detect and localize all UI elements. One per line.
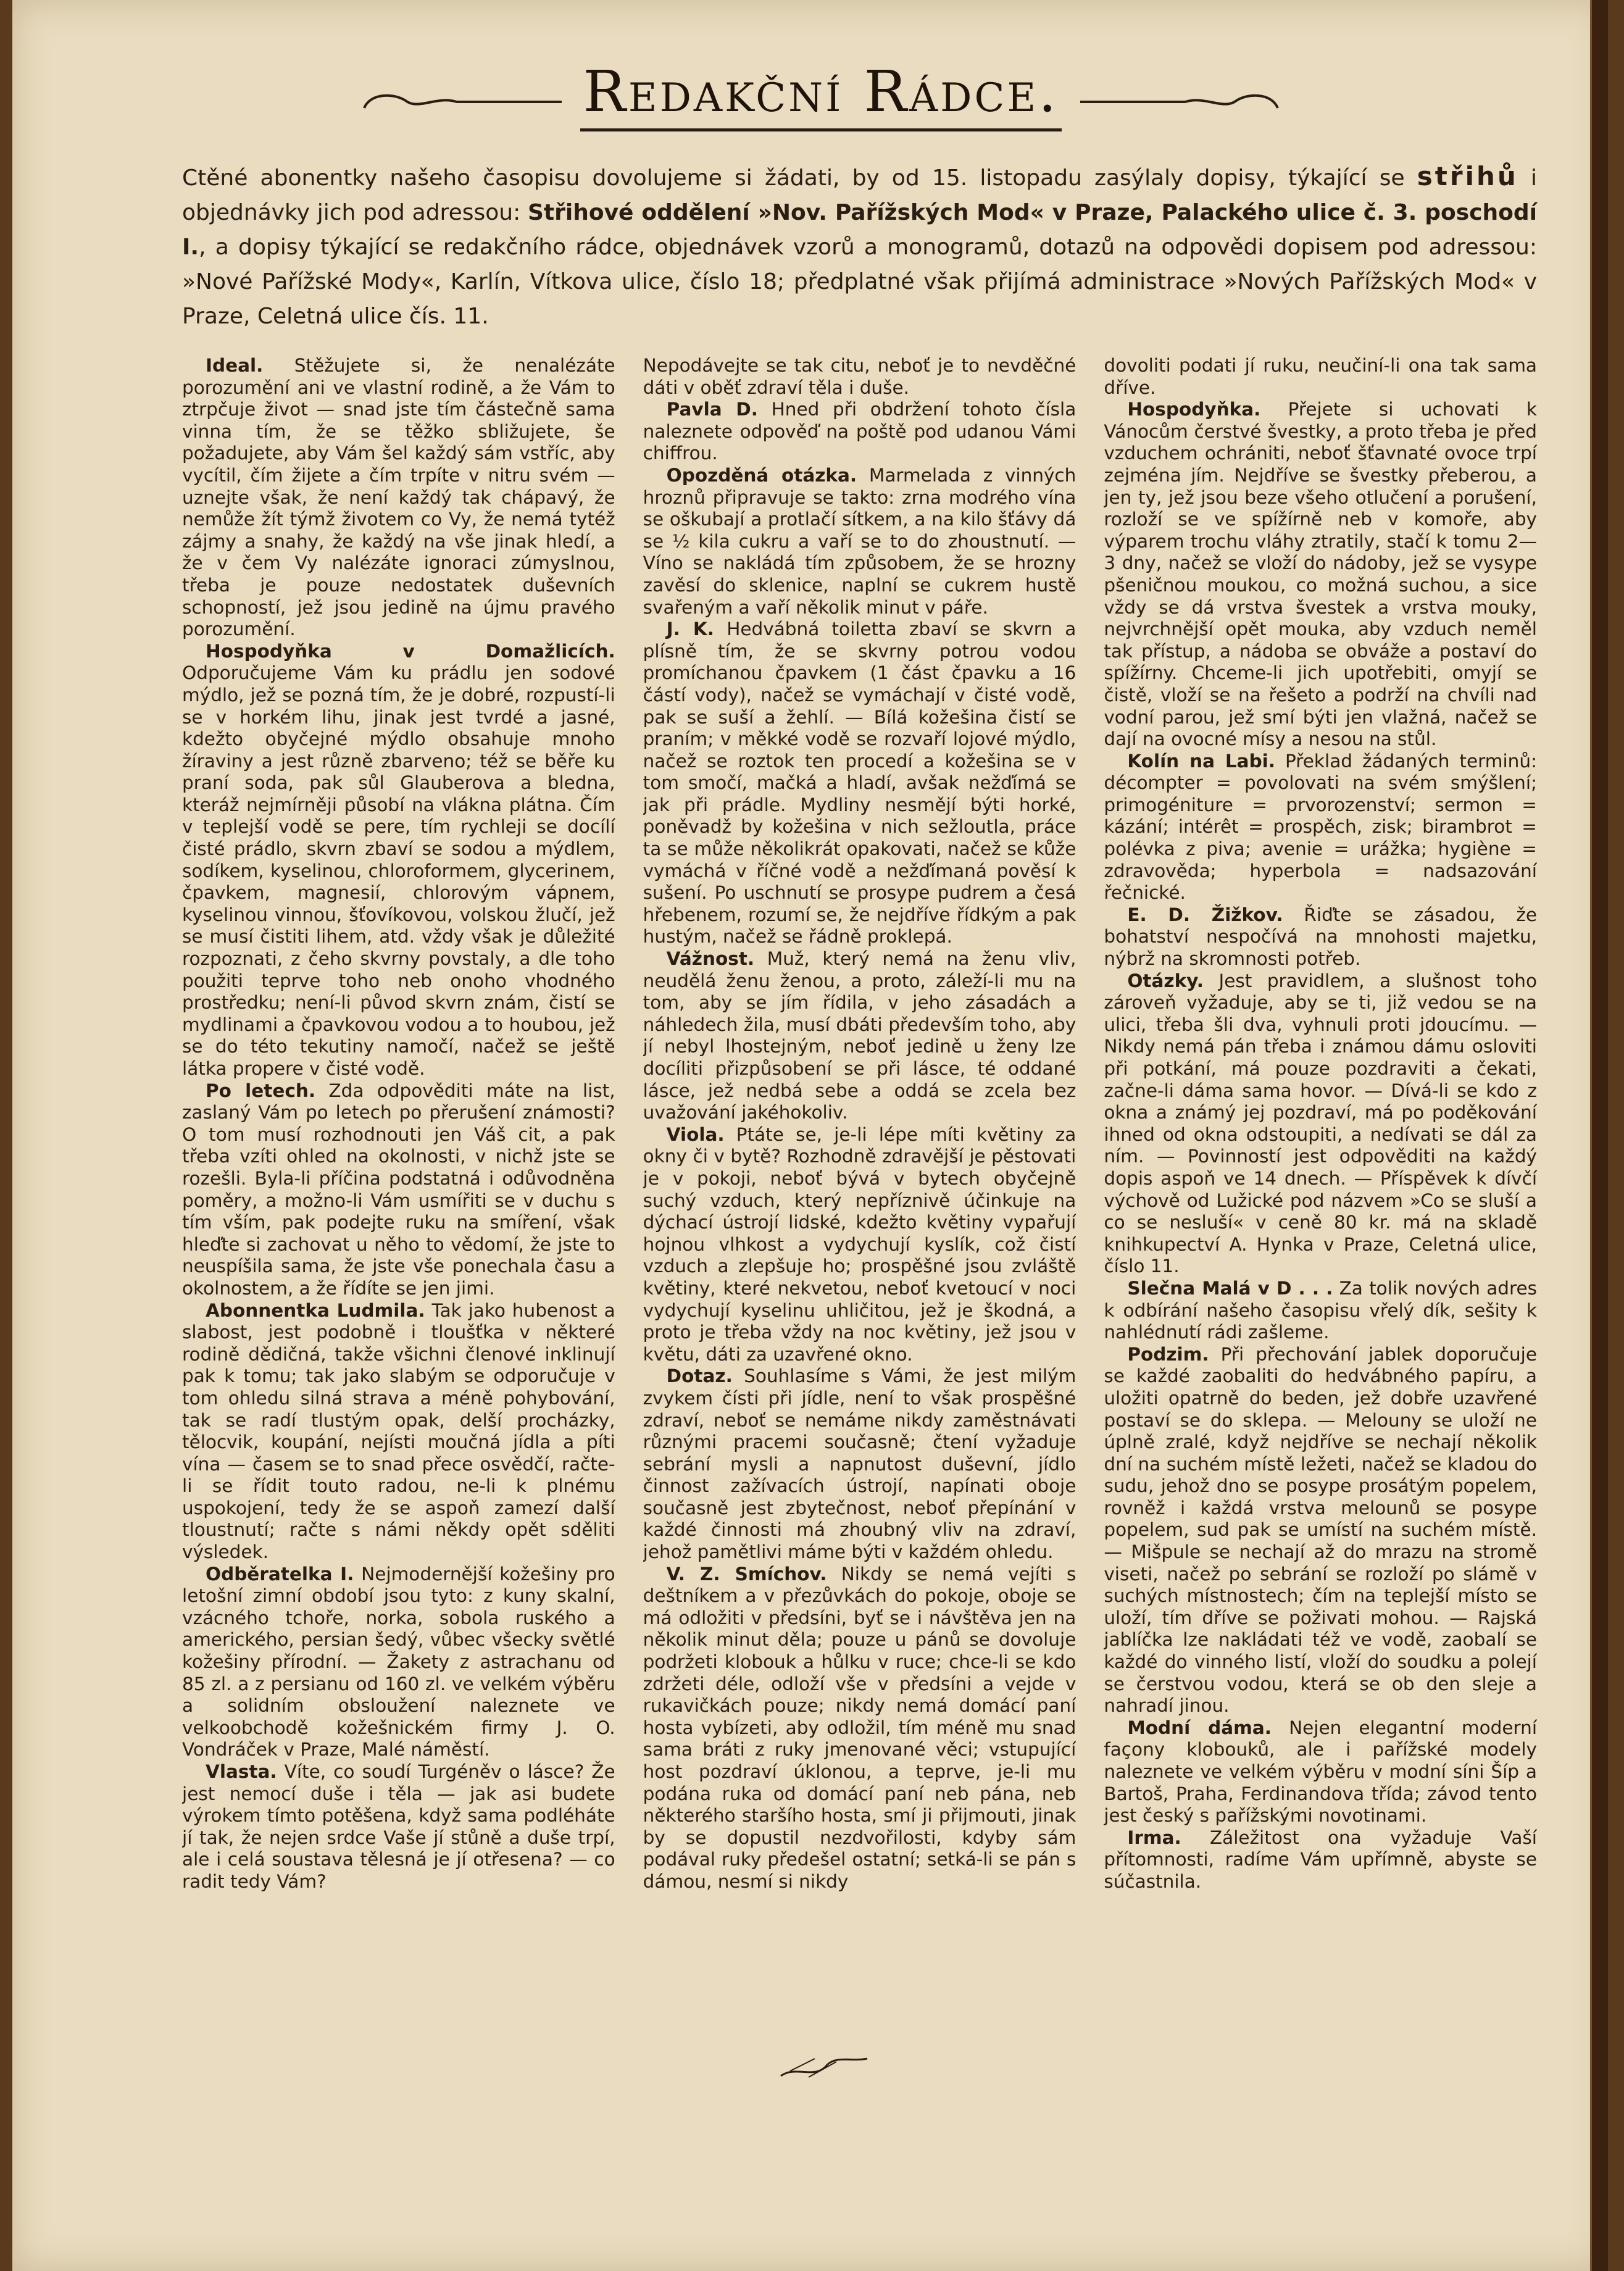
answer-heading: Slečna Malá v D . . . [1127,1277,1333,1299]
answer-text: Překlad žádaných terminů: décompter = povolovati na svém smýšlení; primogéniture = prvorozenství; sermon = kázání; intérêt = prospěch, zisk; birambrot = polévka z piva; avenie = urážka; hygiène = zdravověda; hyperbola = nadsazování řečnické. [1104,750,1538,904]
answer-heading: Vlasta. [206,1761,277,1782]
answer-entry [182,1564,615,1761]
answer-text: Odporučujeme Vám ku prádlu jen sodové mýdlo, jež se pozná tím, že je dobré, rozpustí-li se v horkém lihu, jinak jest tvrdé a jasné, kdežto obyčejné mýdlo obsahuje mnoho žíraviny a jest různě zbarveno; též se běře ku praní soda, pak sůl Glauberova a bledna, kteráž nejmírněji působí na vlákna plátna. Čím v teplejší vodě se pere, tím rychleji se docílí čisté prádlo, skvrn zbaví se sodou a mýdlem, sodíkem, kyselinou, chloroformem, glycerinem, čpavkem, magnesií, chlorovým vápnem, kyselinou vinnou, šťovíkovou, volskou žlučí, jež se musí čistiti lihem, atd. vždy však je důležité rozpoznati, z čeho skvrny povstaly, a dle toho použiti teprve toho neb onoho vhodného prostředku; není-li původ skvrn znám, čistí se mydlinami a čpavkovou vodou a to houbou, jež se do této tekutiny namočí, načež se ještě látka propere v čisté vodě. [182,662,615,1079]
answer-entry [182,355,615,641]
end-ornament-icon [778,2052,870,2083]
page [12,0,1608,2271]
answer-heading: Ideal. [206,355,264,376]
answer-heading: Irma. [1127,1827,1181,1848]
answer-entry [1104,355,1537,399]
page-title: Redakční Rádce. [580,59,1062,131]
answer-text: Nepodávejte se tak citu, neboť je to nevděčné dáti v oběť zdraví těla i duše. [643,355,1076,398]
answer-text: Marmelada z vinných hroznů připravuje se takto: zrna modrého vína se oškubají a protlačí sítkem, a na kilo šťávy dá se ½ kila cukru a vaří se to do zhoustnutí. — Víno se nakládá tím způsobem, že se hrozny zavěsí do sklenice, naplní se cukrem hustě svařeným a vaří několik minut v páře. [643,464,1076,618]
answer-text: Za tolik nových adres k odbírání našeho časopisu vřelý dík, sešity k nahlédnutí rádi zašleme. [1104,1277,1538,1343]
answer-heading: Opozděná otázka. [666,464,857,486]
answer-entry [643,1124,1076,1366]
answer-text: dovoliti podati jí ruku, neučiní-li ona tak sama dříve. [1104,355,1538,398]
answer-heading: V. Z. Smíchov. [666,1563,827,1585]
column-2 [643,355,1076,2040]
answer-heading: E. D. Žižkov. [1127,904,1283,925]
column-3 [1104,355,1537,2040]
answer-entry [643,619,1076,948]
answer-entry [182,1761,615,1893]
answer-entry [182,1300,615,1564]
answer-text: Tak jako hubenost a slabost, jest podobně i tloušťka v některé rodině dědičná, takže všichni členové inklinují pak k tomu; tak jako slabým se odporučuje v tom ohledu silná strava a méně pohybování, tak se radí tlustým opak, delší procházky, tělocvik, koupání, nejísti moučná jídla a píti vína — časem se to snad přece osvědčí, račte-li se řídit touto radou, ne-li k plnému uspokojení, tedy že se aspoň zamezí další tloustnutí; račte s námi někdy opět sděliti výsledek. [182,1299,615,1563]
intro-text-2: i objednávky jich pod adressou: [182,165,1537,225]
answer-text: Přejete si uchovati k Vánocům čerstvé švestky, a proto třeba je před vzduchem ochrániti, neboť šťavnaté ovoce trpí zejména jím. Nejdříve se švestky přeberou, a jen ty, jež jsou beze všeho otlučení a porušení, rozloží se ve spížírně neb v komoře, aby výparem trochu vláhy ztratily, stačí k tomu 2—3 dny, načež se vloží do nádoby, jež se vysype pšeničnou moukou, co možná suchou, a sice vždy se dá vrstva švestek a vrstva mouky, nejvrchnější opět mouka, aby vzduch neměl tak přístup, a nádoba se obváže a postaví do spížírny. Chceme-li jich upotřebiti, omyjí se čistě, vloží se na řešeto a podrží na chvíli nad vodní parou, jež smí býti jen vlažná, načež se dají na ovocné mísy a nesou na stůl. [1104,399,1538,750]
answer-entry [1104,1344,1537,1717]
answer-heading: Pavla D. [666,399,758,420]
answer-heading: Kolín na Labi. [1127,750,1276,772]
answer-heading: Modní dáma. [1127,1717,1272,1738]
intro-bold-address: Střihové oddělení »Nov. Pařížských Mod« v Praze, Palackého ulice č. 3. poschodí I. [182,200,1537,260]
answer-text: Zda odpověditi máte na list, zaslaný Vám po letech po přerušení známosti? O tom musí rozhodnouti jen Váš cit, a pak třeba vzíti ohled na okolnosti, v nichž jste se rozešli. Byla-li příčina podstatná i odůvodněna poměry, a možno-li Vám usmířiti se v duchu s tím vším, pak podejte ruku na smíření, však hleďte si zachovat u něho to vědomí, že jste to neuspíšila sama, že jste vše ponechala času a okolnostem, a že řídíte se jen jimi. [182,1080,615,1299]
answer-text: Souhlasíme s Vámi, že jest milým zvykem čísti při jídle, není to však prospěšné zdraví, neboť se nemáme nikdy zaměstnávati různými pracemi současně; čtení vyžaduje sebrání mysli a napnutost duševní, jídlo činnost zažívacích ústrojí, napínati oboje současně jest zbytečnost, neboť přepínání v každé činnosti má zhoubný vliv na zdraví, jehož pamětlivi máme býti v každém ohledu. [643,1365,1076,1563]
answer-entry [1104,1278,1537,1344]
answer-text: Nejmodernější kožešiny pro letošní zimní období jsou tyto: z kuny skalní, vzácného tchoře, norka, sobola ruského a amerického, persian šedý, vůbec všecky světlé kožešiny přírodní. — Žakety z astrachanu od 85 zl. a z persianu od 160 zl. ve velkém výběru a solidním obsloužení naleznete ve velkoobchodě kožešnickém firmy J. O. Vondráček v Praze, Malé náměstí. [182,1563,615,1761]
column-1 [182,355,615,2040]
right-flourish-icon [1074,90,1284,114]
answer-text: Hedvábná toiletta zbaví se skvrn a plísně tím, že se skvrny potrou vodou promíchanou čpavkem (1 část čpavku a 16 částí vody), načež se vymáchají v čisté vodě, pak se suší a žehlí. — Bílá kožešina čistí se praním; v měkké vodě se rozvaří lojové mýdlo, načež se roztok ten procedí a kožešina se v tom smočí, mačká a hladí, avšak nežďímá se jak při prádle. Mydliny nesmějí býti horké, poněvadž by kožešina v nich sežloutla, práce ta se může několikrát opakovati, načež se kůže vymáchá v říčné vodě a nežďímaná pověsí k sušení. Po uschnutí se prosype pudrem a česá hřebenem, rozumí se, že nejdříve řídkým a pak hustým, načež se řádně proklepá. [643,619,1076,948]
answer-text: Při přechování jablek doporučuje se každé zaobaliti do hedvábného papíru, a uložiti opatrně do beden, jež dobře uzavřené postaví se do sklepa. — Melouny se uloží ne úplně zralé, když nejdříve se nechají několik dní na suchém místě ležeti, načež se kladou do sudu, jehož dno se posype prosátým popelem, rovněž i každá vrstva melounů se posype popelem, sud pak se umístí na suchém místě. — Mišpule se nechají až do mrazu na stromě viseti, načež po sebrání se rozloží po slámě v suchých místnostech; čím na teplejší místo se uloží, tím dříve se poživati mohou. — Rajská jablíčka lze nakládati též ve vodě, zaobalí se každé do vinného listí, vloží do soudku a polejí se čerstvou vodou, která se ob den sleje a nahradí jinou. [1104,1343,1538,1717]
answer-columns [182,355,1537,2040]
answer-heading: Odběratelka I. [206,1563,354,1585]
intro-text-3: , a dopisy týkající se redakčního rádce, objednávek vzorů a monogramů, dotazů na odpovědi dopisem pod adressou: »Nové Pařížské Mody«, Karlín, Vítkova ulice, číslo 18; předplatné však přijímá administrace »Nových Pařížských Mod« v Praze, Celetná ulice čís. 11. [182,235,1537,329]
answer-text: Muž, který nemá na ženu vliv, neudělá ženu ženou, a proto, záleží-li mu na tom, aby se jím řídila, v jeho zásadách a náhledech žila, musí dbáti především toho, aby jí nebyl lhostejným, neboť jedině u ženy lze docíliti přizpůsobení se při lásce, té oddané lásce, jež nedbá sebe a oddá se zcela bez uvažování jakéhokoliv. [643,948,1076,1123]
answer-entry [182,641,615,1080]
left-flourish-icon [358,90,568,114]
intro-bold-strihu: střihů [1417,161,1518,191]
answer-text: Nikdy se nemá vejíti s deštníkem a v přezůvkách do pokoje, oboje se má odložiti v předsíni, byť se i návštěva jen na několik minut děla; pouze u pánů se dovoluje podržeti klobouk a hůlku v ruce; chce-li se kdo zdržeti déle, odloží vše v předsíni a vejde v rukavičkách pouze; nikdy nemá domácí paní hosta vybízeti, aby odložil, tím méně mu snad sama bráti z ruky jmenované věci; vstupující host pozdraví úklonou, a teprve, je-li mu podána ruka od domácí paní neb pána, neb některého staršího hosta, smí ji přijmouti, jinak by se dopustil nezdvořilosti, kdyby sám podával ruky předešel ostatní; setká-li se pán s dámou, nesmí si nikdy [643,1563,1076,1892]
answer-heading: Vážnost. [666,948,755,970]
answer-entry [643,355,1076,399]
answer-text: Víte, co soudí Turgéněv o lásce? Že jest nemocí duše i těla — jak asi budete výrokem tímto potěšena, když sama podléháte jí tak, že nejen srdce Vaše jí stůně a duše trpí, ale i celá soustava tělesná je jí otřesena? — co radit tedy Vám? [182,1761,615,1892]
answer-text: Záležitost ona vyžaduje Vaší přítomnosti, radíme Vám upřímně, abyste se súčastnila. [1104,1827,1538,1892]
book-binding [1590,0,1608,2271]
answer-text: Stěžujete si, že nenalézáte porozumění ani ve vlastní rodině, a že Vám to ztrpčuje život — snad jste tím částečně sama vinna tím, že se těžko sbližujete, še požadujete, aby Vám šel každý sám vstříc, aby vycítil, čím žijete a čím trpíte v nitru svém — uznejte však, že není každý tak chápavý, že nemůže žít týmž životem co Vy, že nemá tytéž zájmy a snahy, že každý na vše jinak hledí, a že v čem Vy nalézáte ignoraci zúmyslnou, třeba je pouze nedostatek duševních schopností, jež jsou jedině na újmu pravého porozumění. [182,355,615,640]
answer-heading: J. K. [666,619,714,640]
answer-entry [1104,1827,1537,1893]
answer-entry [643,948,1076,1124]
title-row [358,59,1284,145]
answer-entry [1104,751,1537,904]
answer-text: Nejen elegantní moderní façony klobouků, ale i pařížské modely naleznete ve velkém výběru v modní síni Šíp a Bartoš, Praha, Ferdinandova třída; závod tento jest český s pařížskými novotinami. [1104,1717,1538,1827]
intro-text-1: Ctěné abonentky našeho časopisu dovolujeme si žádati, by od 15. listopadu zasýlaly dopisy, týkající se [182,165,1405,191]
answer-entry [182,1080,615,1300]
answer-heading: Po letech. [206,1080,316,1101]
answer-heading: Podzim. [1127,1343,1209,1365]
answer-entry [1104,970,1537,1278]
answer-heading: Hospodyňka. [1127,399,1261,420]
answer-entry [1104,904,1537,970]
answer-entry [1104,1717,1537,1827]
answer-text: Hned při obdržení tohoto čísla naleznete odpověď na poště pod udanou Vámi chiffrou. [643,399,1076,464]
answer-heading: Otázky. [1127,970,1204,991]
answer-entry [1104,399,1537,751]
answer-text: Řiďte se zásadou, že bohatství nespočívá na mnohosti majetku, nýbrž na skromnosti potřeb. [1104,904,1538,970]
answer-heading: Dotaz. [666,1365,733,1387]
answer-entry [643,399,1076,465]
answer-text: Jest pravidlem, a slušnost toho zároveň vyžaduje, aby se ti, již vedou se na ulici, třeba šli dva, vyhnuli proti jdoucímu. — Nikdy nemá pán třeba i známou dámu osloviti při potkání, má pouze pozdraviti a čekati, začne-li dáma sama hovor. — Dívá-li se kdo z okna a známý jej pozdraví, má po poděkování ihned od okna odstoupiti, a nedívati se dál za ním. — Povinností jest odpověditi na každý dopis aspoň ve 14 dnech. — Příspěvek k dívčí výchově od Lužické pod názvem »Co se sluší a co se nesluší« v ceně 80 kr. má na skladě knihkupectví A. Hynka v Praze, Celetná ulice, číslo 11. [1104,970,1538,1277]
answer-entry [643,1365,1076,1563]
answer-entry [643,1564,1076,1893]
answer-entry [643,465,1076,619]
intro-notice [182,159,1537,334]
answer-text: Ptáte se, je-li lépe míti květiny za okny či v bytě? Rozhodně zdravější je pěstovati je v pokoji, neboť bývá v bytech obyčejně suchý vzduch, který nepříznivě účinkuje na dýchací ústrojí lidské, kdežto květiny vypařují hojnou vlhkost a vydychují kyslík, což čistí vzduch a zlepšuje ho; prospěšné jsou zvláště květiny, které nekvetou, neboť kvetoucí v noci vydychují kyselinu uhličitou, jež je škodná, a proto je třeba vždy na noc květiny, jež jsou v květu, dáti za uzavřené okno. [643,1123,1076,1365]
answer-heading: Abonnentka Ludmila. [206,1299,425,1321]
answer-heading: Hospodyňka v Domažlicích. [206,640,615,662]
answer-heading: Viola. [666,1123,725,1145]
